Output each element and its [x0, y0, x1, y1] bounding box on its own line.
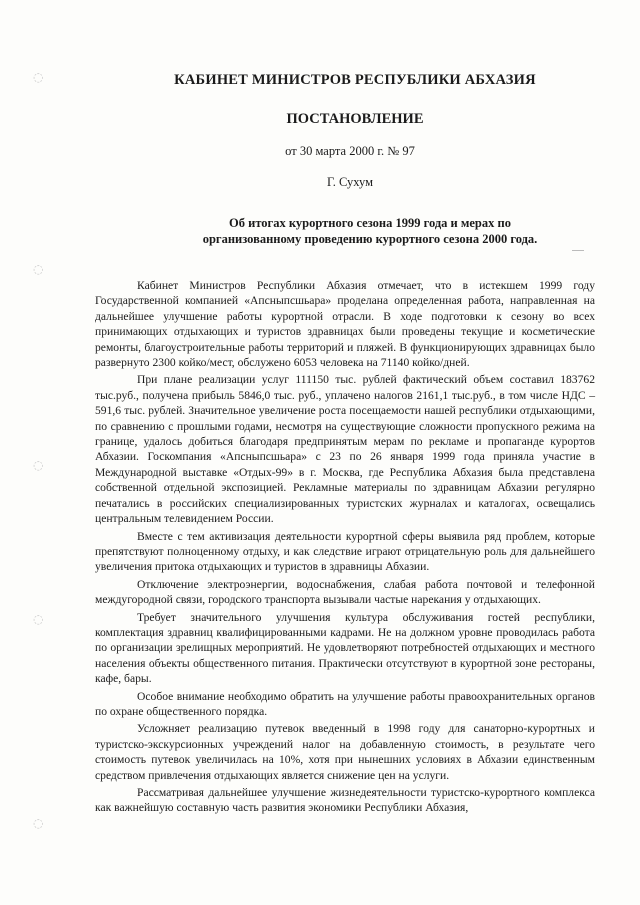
document-title-line: Об итогах курортного сезона 1999 года и мерах по: [229, 216, 511, 230]
binding-hole-mark: ◌: [33, 816, 44, 830]
body-paragraph: Особое внимание необходимо обратить на улучшение работы правоохранительных органов по охране общественного порядка.: [95, 689, 595, 718]
body-paragraph: Кабинет Министров Республики Абхазия отмечает, что в истекшем 1999 году Государственной компанией «Апсныпсшьара» проделана определенная работа, направленная на дальнейшее улучшение работы курортной отрасли. В ходе подготовки к сезону во всех принимающих отдыхающих и туристов здравницах были проведены текущие и косметические ремонты, благоустроительные работы территорий и пляжей. В функционирующих здравницах было развернуто 2300 койко/мест, обслужено 6053 человека на 71140 койко/дней.: [95, 279, 595, 370]
body-paragraph: Усложняет реализацию путевок введенный в 1998 году для санаторно-курортных и туристско-экскурсионных учреждений налог на добавленную стоимость, в результате чего стоимость путевок увеличилась на 10%, хотя при нынешних условиях в Абхазии единственным средством привлечения отдыхающих является снижение цен на услуги.: [95, 722, 595, 782]
binding-hole-mark: ◌: [33, 612, 44, 626]
binding-hole-mark: ◌: [33, 70, 44, 84]
document-title: [160, 215, 580, 247]
document-city: Г. Сухум: [326, 175, 374, 189]
scan-mark: [572, 250, 584, 251]
body-paragraph: Требует значительного улучшения культура обслуживания гостей республики, комплектация здравниц квалифицированными кадрами. Не на должном уровне проводилась работа по организации зрелищных мероприятий. Не удовлетворяют потребностей отдыхающих и местного населения объекты общественного питания. Практически отсутствуют в курортной зоне рестораны, кафе, бары.: [95, 610, 595, 686]
body-paragraph: Вместе с тем активизация деятельности курортной сферы выявила ряд проблем, которые препятствуют полноценному отдыху, и как следствие играют отрицательную роль для дальнейшего увеличения притока отдыхающих и туристов в здравницы Абхазии.: [95, 529, 595, 574]
issuing-organization: КАБИНЕТ МИНИСТРОВ РЕСПУБЛИКИ АБХАЗИЯ: [174, 72, 536, 88]
document-type: ПОСТАНОВЛЕНИЕ: [286, 111, 424, 127]
document-body: [95, 278, 595, 818]
body-paragraph: При плане реализации услуг 111150 тыс. рублей фактический объем составил 183762 тыс.руб., получена прибыль 5846,0 тыс. руб., уплачено налогов 2161,1 тыс.руб., в том числе НДС – 591,6 тыс. рублей. Значительное увеличение роста посещаемости нашей республики отдыхающими, по сравнению с прошлыми годами, несмотря на существующие сложности пропускного режима на границе, удалось добиться благодаря предпринятым мерам по рекламе и пропаганде курортов Абхазии. Госкомпания «Апсныпсшьара» с 23 по 26 января 1999 года приняла участие в Международной выставке «Отдых-99» в г. Москва, где Республика Абхазия была представлена собственной отдельной экспозицией. Рекламные материалы по здравницам Абхазии регулярно печатались в российских специализированных туристских журналах и каталогах, освещались центральным телевидением России.: [95, 373, 595, 526]
binding-hole-mark: ◌: [33, 458, 44, 472]
binding-hole-mark: ◌: [33, 262, 44, 276]
document-date-number: от 30 марта 2000 г. № 97: [285, 144, 415, 158]
body-paragraph: Отключение электроэнергии, водоснабжения, слабая работа почтовой и телефонной междугородной связи, городского транспорта вызывали частые нарекания у отдыхающих.: [95, 577, 595, 607]
document-title-line: организованному проведению курортного сезона 2000 года.: [202, 232, 538, 246]
body-paragraph: Рассматривая дальнейшее улучшение жизнедеятельности туристско-курортного комплекса как важнейшую составную часть развития экономики Республики Абхазия,: [95, 786, 595, 815]
